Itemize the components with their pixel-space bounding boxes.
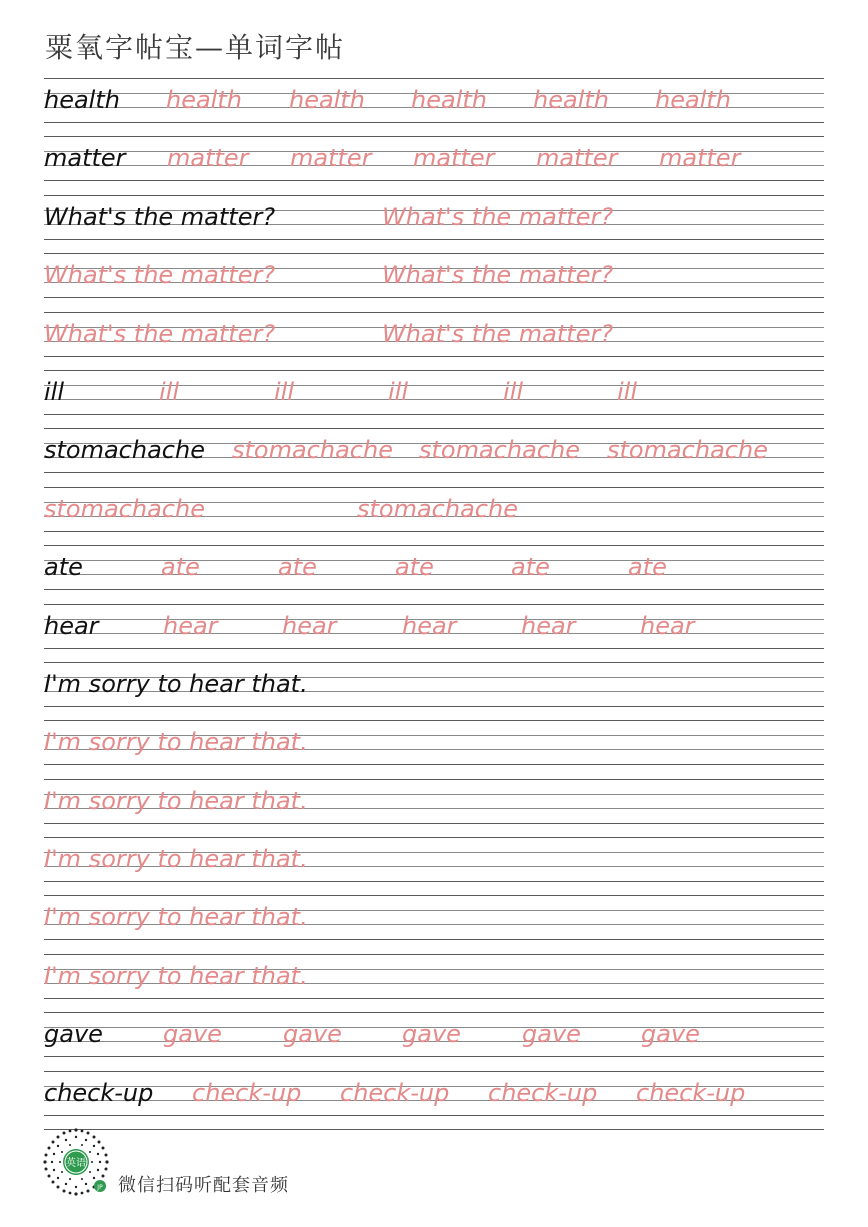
rule-line [44, 823, 824, 824]
practice-row [44, 370, 824, 428]
rule-line [44, 122, 824, 123]
practice-row [44, 78, 824, 136]
rule-line [44, 837, 824, 838]
rule-line [44, 998, 824, 999]
tracing-word: matter [290, 144, 372, 173]
tracing-word: ate [278, 553, 317, 582]
tracing-word: hear [640, 611, 695, 640]
rule-line [44, 1115, 824, 1116]
tracing-word: ill [159, 377, 180, 406]
practice-row [44, 779, 824, 837]
qr-badge-text: 英语 [66, 1158, 86, 1169]
tracing-word: stomachache [232, 436, 393, 465]
tracing-word: matter [659, 144, 741, 173]
tracing-word: ill [617, 377, 638, 406]
tracing-word: ate [161, 553, 200, 582]
tracing-word: I'm sorry to hear that. [44, 961, 308, 990]
tracing-word: hear [521, 611, 576, 640]
tracing-word: I'm sorry to hear that. [44, 845, 308, 874]
tracing-word: ate [511, 553, 550, 582]
practice-row [44, 1071, 824, 1129]
rule-line [44, 954, 824, 955]
rule-line [44, 487, 824, 488]
tracing-word: What's the matter? [382, 319, 614, 348]
rule-line [44, 648, 824, 649]
tracing-word: stomachache [607, 436, 768, 465]
rule-line [44, 589, 824, 590]
rule-line [44, 472, 824, 473]
practice-grid [44, 78, 824, 1130]
tracing-word: matter [413, 144, 495, 173]
tracing-word: I'm sorry to hear that. [44, 903, 308, 932]
tracing-word: health [411, 86, 487, 114]
tracing-word: health [166, 86, 242, 114]
tracing-word: gave [283, 1020, 342, 1049]
tracing-word: ill [274, 377, 295, 406]
tracing-word: ate [628, 553, 667, 582]
practice-row [44, 428, 824, 486]
model-word: matter [44, 144, 126, 173]
tracing-word: stomachache [44, 494, 205, 523]
model-word: gave [44, 1020, 103, 1049]
rule-line [44, 195, 824, 196]
practice-row [44, 662, 824, 720]
tracing-word: gave [402, 1020, 461, 1049]
rule-line [44, 706, 824, 707]
tracing-word: matter [167, 144, 249, 173]
tracing-word: I'm sorry to hear that. [44, 786, 308, 815]
tracing-word: check-up [192, 1078, 302, 1107]
model-word: hear [44, 611, 99, 640]
practice-row [44, 312, 824, 370]
tracing-word: check-up [636, 1078, 746, 1107]
rule-line [44, 662, 824, 663]
tracing-word: gave [163, 1020, 222, 1049]
tracing-word: matter [536, 144, 618, 173]
rule-line [44, 1071, 824, 1072]
rule-line [44, 370, 824, 371]
tracing-word: gave [522, 1020, 581, 1049]
rule-line [44, 1056, 824, 1057]
practice-row [44, 545, 824, 603]
rule-line [44, 239, 824, 240]
tracing-word: What's the matter? [382, 202, 614, 231]
tracing-word: ill [388, 377, 409, 406]
rule-line [44, 78, 824, 79]
tracing-word: I'm sorry to hear that. [44, 728, 308, 757]
tracing-word: ill [503, 377, 524, 406]
practice-row [44, 136, 824, 194]
tracing-word: check-up [488, 1078, 598, 1107]
rule-line [44, 604, 824, 605]
practice-row [44, 195, 824, 253]
rule-line [44, 297, 824, 298]
rule-line [44, 720, 824, 721]
practice-row [44, 720, 824, 778]
rule-line [44, 428, 824, 429]
tracing-word: health [533, 86, 609, 114]
practice-row [44, 253, 824, 311]
practice-row [44, 604, 824, 662]
rule-line [44, 545, 824, 546]
tracing-word: hear [402, 611, 457, 640]
model-word: health [44, 86, 120, 114]
tracing-word: stomachache [357, 494, 518, 523]
model-word: stomachache [44, 436, 205, 465]
model-word: ill [44, 377, 65, 406]
tracing-word: ate [395, 553, 434, 582]
rule-line [44, 764, 824, 765]
rule-line [44, 881, 824, 882]
tracing-word: hear [282, 611, 337, 640]
tracing-word: What's the matter? [382, 261, 614, 290]
footer-caption: 微信扫码听配套音频 [118, 1175, 289, 1196]
qr-corner-text: JP [97, 1184, 103, 1191]
rule-line [44, 136, 824, 137]
rule-line [44, 253, 824, 254]
tracing-word: hear [163, 611, 218, 640]
tracing-word: health [289, 86, 365, 114]
rule-line [44, 414, 824, 415]
rule-line [44, 895, 824, 896]
model-word: ate [44, 553, 83, 582]
rule-line [44, 1012, 824, 1013]
tracing-word: check-up [340, 1078, 450, 1107]
page-title: 粟氧字帖宝—单词字帖 [45, 31, 346, 64]
practice-row [44, 1012, 824, 1070]
rule-line [44, 312, 824, 313]
rule-line [44, 531, 824, 532]
tracing-word: gave [641, 1020, 700, 1049]
practice-row [44, 954, 824, 1012]
rule-line [44, 356, 824, 357]
model-word: I'm sorry to hear that. [44, 669, 308, 698]
tracing-word: health [655, 86, 731, 114]
tracing-word: What's the matter? [44, 319, 276, 348]
practice-row [44, 895, 824, 953]
qr-code-icon[interactable] [40, 1126, 112, 1198]
model-word: What's the matter? [44, 202, 276, 231]
practice-row [44, 837, 824, 895]
rule-line [44, 939, 824, 940]
rule-line [44, 180, 824, 181]
model-word: check-up [44, 1078, 154, 1107]
tracing-word: stomachache [419, 436, 580, 465]
rule-line [44, 779, 824, 780]
practice-row [44, 487, 824, 545]
footer [40, 1126, 340, 1202]
tracing-word: What's the matter? [44, 261, 276, 290]
